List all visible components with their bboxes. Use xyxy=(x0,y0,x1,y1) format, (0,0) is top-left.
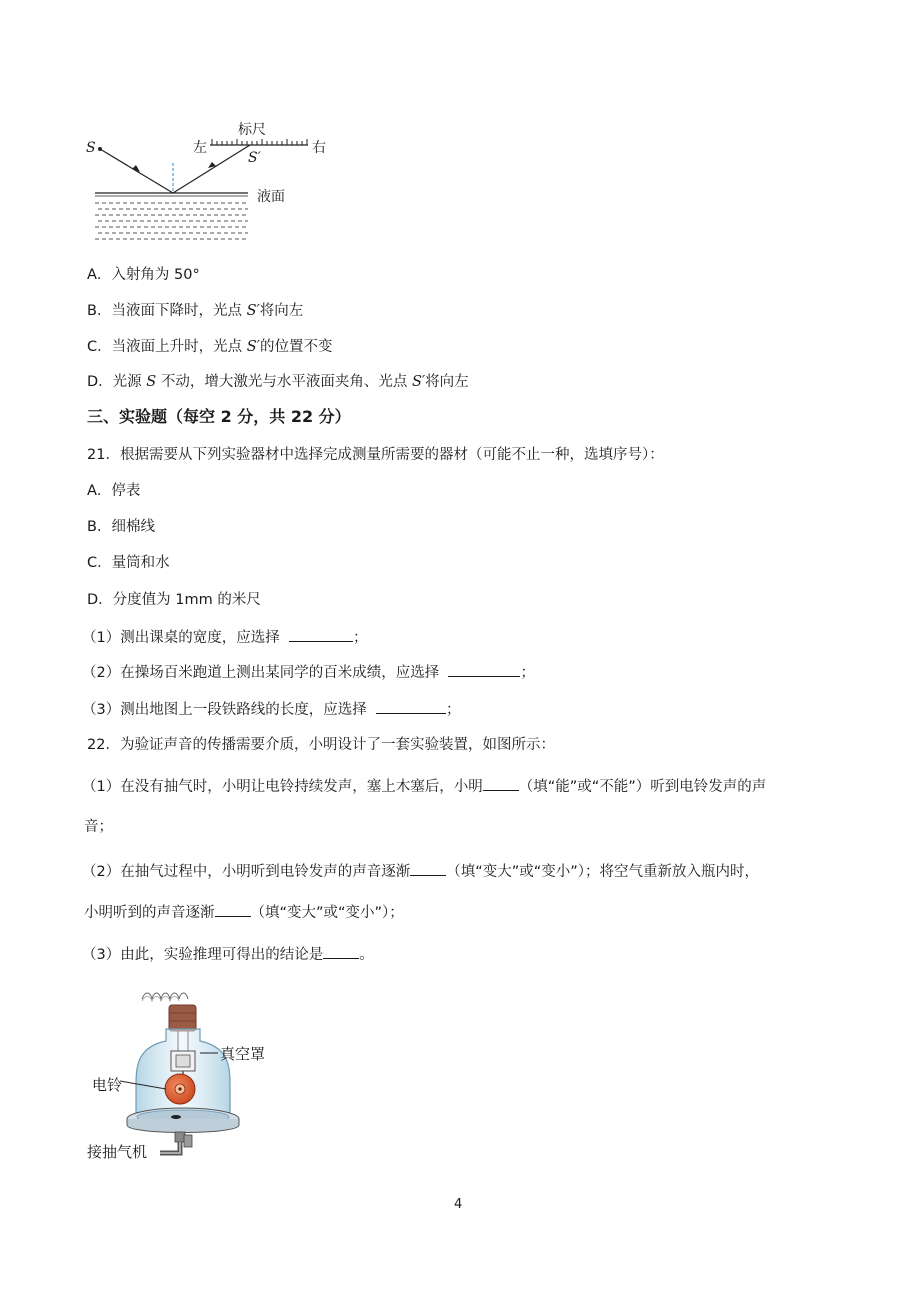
option-text: 细棉线 xyxy=(111,519,155,535)
option-text: 停表 xyxy=(111,483,141,499)
q20-option-b xyxy=(87,301,303,321)
option-letter: B． xyxy=(87,519,112,535)
option-text: 入射角为 50° xyxy=(111,267,200,283)
option-letter: A． xyxy=(87,483,112,499)
option-letter: C． xyxy=(87,339,112,355)
sub-question-text: （1）测出课桌的宽度，应选择 xyxy=(82,630,280,646)
option-text: 分度值为 1mm 的米尺 xyxy=(112,592,261,608)
q21-option-b xyxy=(87,517,155,537)
sub-question-text: （3）测出地图上一段铁路线的长度，应选择 xyxy=(82,702,367,718)
section-heading: 三、实验题（每空 2 分，共 22 分） xyxy=(87,407,351,426)
sub-question-text: （填“变大”或“变小”）； xyxy=(250,905,404,921)
option-text: 将向左 xyxy=(259,303,304,319)
label-ruler: 标尺 xyxy=(238,122,266,138)
q22-sub-1-cont: 音； xyxy=(84,819,113,835)
answer-blank[interactable] xyxy=(483,776,519,791)
sub-question-end: 。 xyxy=(359,947,374,963)
label-pump-connection: 接抽气机 xyxy=(87,1143,148,1161)
label-s-prime: S′ xyxy=(248,150,261,166)
sub-question-text: （1）在没有抽气时，小明让电铃持续发声，塞上木塞后，小明 xyxy=(82,779,483,795)
sub-question-end: ； xyxy=(445,702,461,718)
q21-stem: 21．根据需要从下列实验器材中选择完成测量所需要的器材（可能不止一种，选填序号）： xyxy=(87,447,664,463)
option-text: 不动，增大激光与水平液面夹角、光点 xyxy=(156,374,412,390)
label-liquid-surface: 液面 xyxy=(257,189,285,205)
option-letter: B． xyxy=(87,303,112,319)
sub-question-end: ； xyxy=(520,665,535,681)
q21-option-c xyxy=(87,553,170,573)
q20-option-c xyxy=(87,337,332,357)
reflection-diagram xyxy=(80,115,340,250)
option-text: 的位置不变 xyxy=(259,339,333,355)
option-letter: D． xyxy=(87,374,113,390)
symbol-s-prime: S′ xyxy=(246,303,260,319)
label-right: 右 xyxy=(312,140,326,156)
answer-blank[interactable] xyxy=(215,902,251,917)
option-text: 当液面下降时，光点 xyxy=(111,303,247,319)
sub-question-text: （2）在操场百米跑道上测出某同学的百米成绩，应选择 xyxy=(82,665,440,681)
page-number: 4 xyxy=(454,1197,463,1212)
label-left: 左 xyxy=(193,140,207,156)
q21-option-a xyxy=(87,481,140,501)
option-letter: A． xyxy=(87,267,112,283)
q22-stem: 22．为验证声音的传播需要介质，小明设计了一套实验装置，如图所示： xyxy=(87,737,555,753)
q21-sub-1 xyxy=(82,627,367,648)
option-text: 将向左 xyxy=(425,374,469,390)
sub-question-text: （2）在抽气过程中，小明听到电铃发声的声音逐渐 xyxy=(82,864,411,880)
sub-question-text: 小明听到的声音逐渐 xyxy=(84,905,215,921)
option-text: 当液面上升时，光点 xyxy=(111,339,247,355)
q21-sub-2 xyxy=(82,662,535,683)
q22-sub-2-cont xyxy=(84,902,404,923)
answer-blank[interactable] xyxy=(323,944,359,959)
q22-sub-2 xyxy=(82,861,759,882)
q21-sub-3 xyxy=(82,699,460,720)
option-letter: D． xyxy=(87,592,113,608)
option-text: 光源 xyxy=(112,374,147,390)
sub-question-text: （3）由此，实验推理可得出的结论是 xyxy=(82,947,324,963)
symbol-s-prime: S′ xyxy=(411,374,426,390)
answer-blank[interactable] xyxy=(410,861,446,876)
symbol-s-prime: S′ xyxy=(246,339,260,355)
sub-question-text: （填“变大”或“变小”）；将空气重新放入瓶内时， xyxy=(446,864,760,880)
label-s: S xyxy=(86,140,96,156)
answer-blank[interactable] xyxy=(376,699,446,714)
q22-sub-1 xyxy=(82,776,766,797)
q22-sub-3 xyxy=(82,944,374,965)
symbol-s: S xyxy=(146,374,157,390)
q20-option-d xyxy=(87,372,469,392)
label-electric-bell: 电铃 xyxy=(92,1076,123,1094)
label-vacuum-cover: 真空罩 xyxy=(220,1045,266,1063)
sub-question-text: （填“能”或“不能”）听到电铃发声的声 xyxy=(518,779,767,795)
option-letter: C． xyxy=(87,555,112,571)
answer-blank[interactable] xyxy=(448,662,520,677)
q21-option-d xyxy=(87,590,261,610)
sub-question-end: ； xyxy=(352,630,368,646)
answer-blank[interactable] xyxy=(289,627,353,642)
q20-option-a xyxy=(87,265,200,285)
option-text: 量筒和水 xyxy=(111,555,170,571)
